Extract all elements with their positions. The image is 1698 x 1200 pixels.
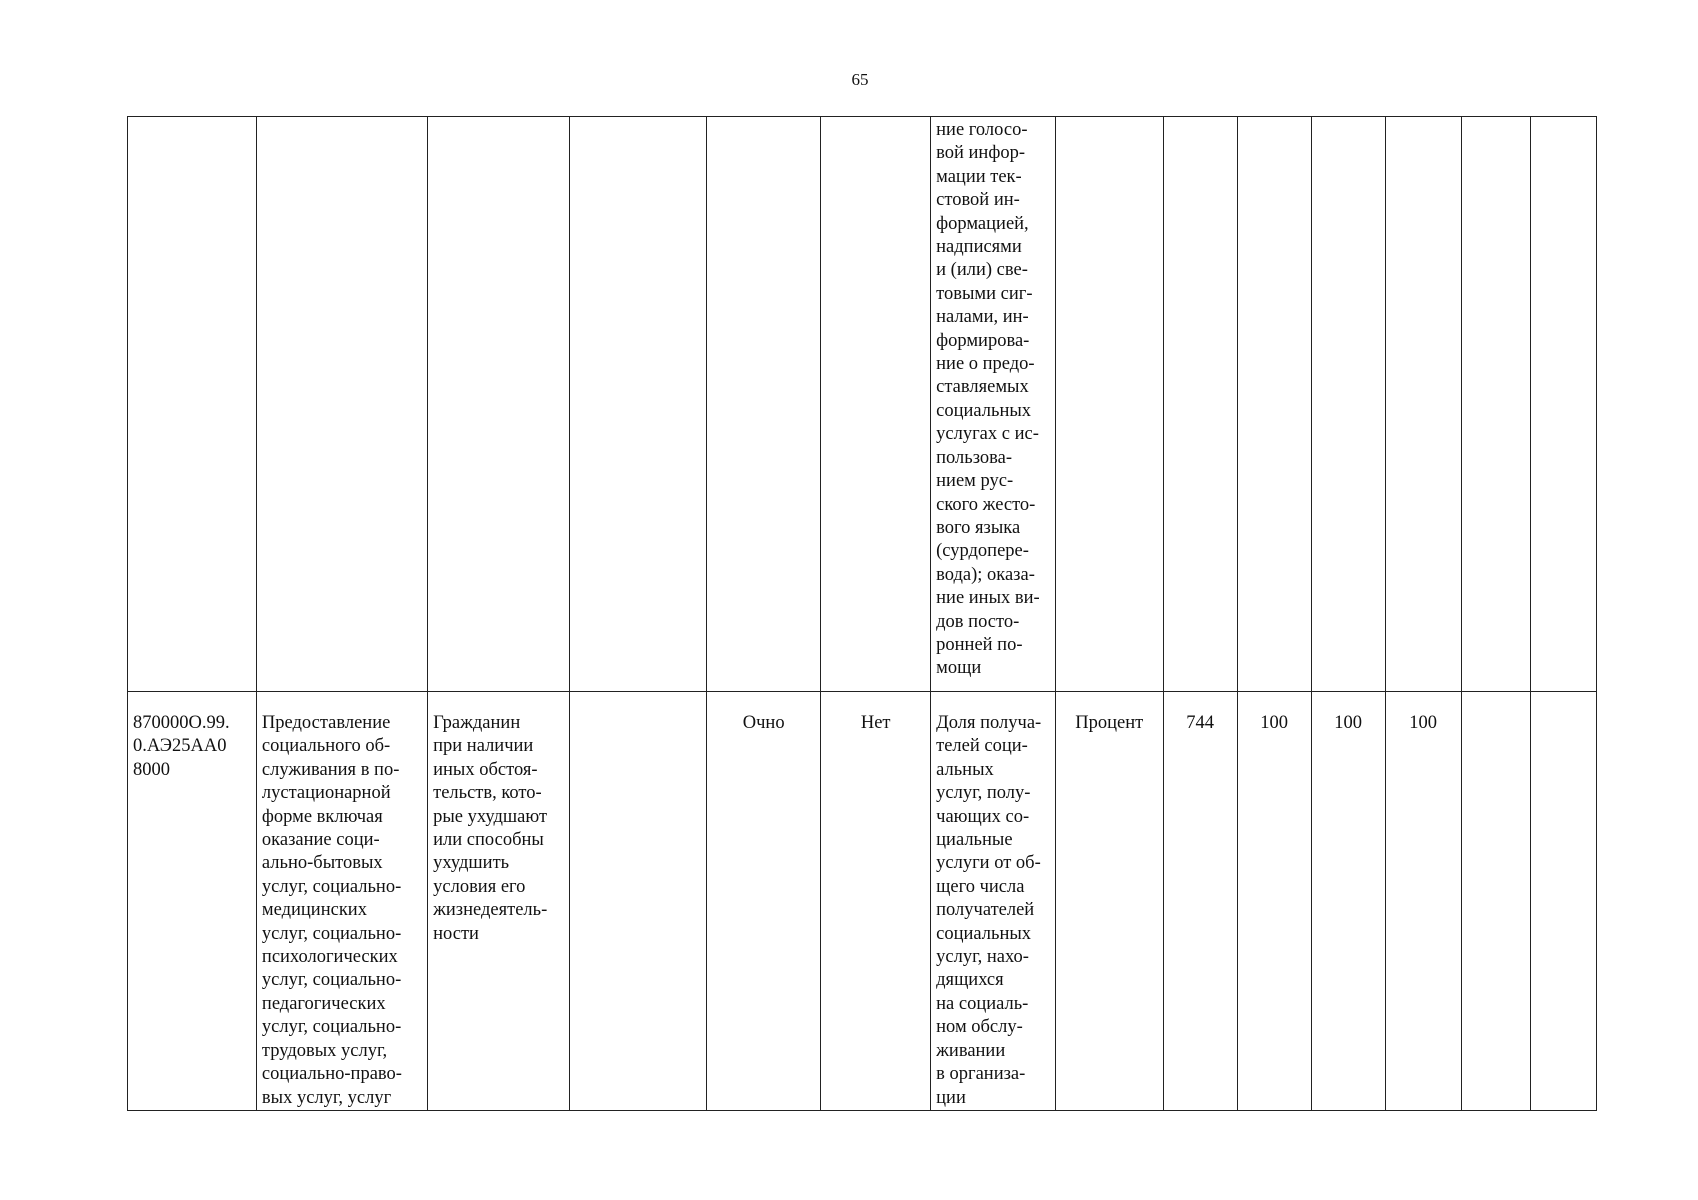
- page-number: 65: [851, 70, 869, 89]
- cell-unit: [1055, 117, 1163, 692]
- cell-empty: [569, 117, 706, 692]
- flag-text: Нет: [860, 713, 891, 733]
- indicator-name-text: Доля получа- телей соци- альных услуг, полу- чающих со- циальные услуги от об- щего числа получателей социальных услуг, нахо- дящихся на социаль- ном обслу- живании в организа- ции: [936, 713, 1042, 1108]
- cell-registry-code: [128, 117, 257, 692]
- cell-service-content: [256, 692, 427, 1111]
- value-text: 100: [1334, 713, 1362, 733]
- services-table: [127, 116, 1597, 1111]
- cell-empty: [1531, 117, 1597, 692]
- cell-okei-code: [1163, 692, 1237, 1111]
- registry-code: 870000О.99. 0.АЭ25АА0 8000: [133, 713, 230, 780]
- cell-recipient-category: [428, 117, 570, 692]
- cell-empty: [1531, 692, 1597, 1111]
- value-text: 100: [1409, 713, 1437, 733]
- cell-empty: [1461, 117, 1531, 692]
- cell-flag: [821, 692, 931, 1111]
- table-row: [128, 692, 1597, 1111]
- service-content-text: Предоставление социального об- служивания в по- лустационарной форме включая оказание соци- ально-бытовых услуг, социально- медицинских услуг, социально- психологических услуг, социально- педагогических услуг, социально- трудовых услуг, социально-право- вых услуг, услуг: [261, 713, 402, 1108]
- cell-value: [1237, 117, 1311, 692]
- table-row: [128, 117, 1597, 692]
- cell-empty: [1461, 692, 1531, 1111]
- cell-form: [707, 692, 821, 1111]
- cell-okei-code: [1163, 117, 1237, 692]
- recipient-category-text: Гражданин при наличии иных обстоя- тельств, кото- рые ухудшают или способны ухудшить условия его жизнедеятель- ности: [433, 713, 548, 944]
- form-text: Очно: [742, 713, 785, 733]
- cell-recipient-category: [428, 692, 570, 1111]
- cell-flag: [821, 117, 931, 692]
- cell-value: [1237, 692, 1311, 1111]
- cell-unit: [1055, 692, 1163, 1111]
- cell-empty: [569, 692, 706, 1111]
- cell-value: [1385, 692, 1461, 1111]
- cell-service-content: [256, 117, 427, 692]
- cell-registry-code: [128, 692, 257, 1111]
- cell-form: [707, 117, 821, 692]
- okei-code-text: 744: [1186, 713, 1214, 733]
- cell-value: [1311, 117, 1385, 692]
- cell-indicator-name: [931, 692, 1056, 1111]
- cell-value: [1385, 117, 1461, 692]
- value-text: 100: [1260, 713, 1288, 733]
- cell-indicator-name: [931, 117, 1056, 692]
- unit-text: Процент: [1075, 713, 1144, 733]
- cell-value: [1311, 692, 1385, 1111]
- indicator-text: ние голосо- вой инфор- мации тек- стовой ин- формацией, надписями и (или) све- товыми сиг- налами, ин- формирова- ние о предо- ставляемых социальных услугах с ис- пользова- нием рус- ского жесто- вого языка (сурдопере- вода); оказа- ние иных ви- дов посто- ронней по- мощи: [936, 120, 1040, 679]
